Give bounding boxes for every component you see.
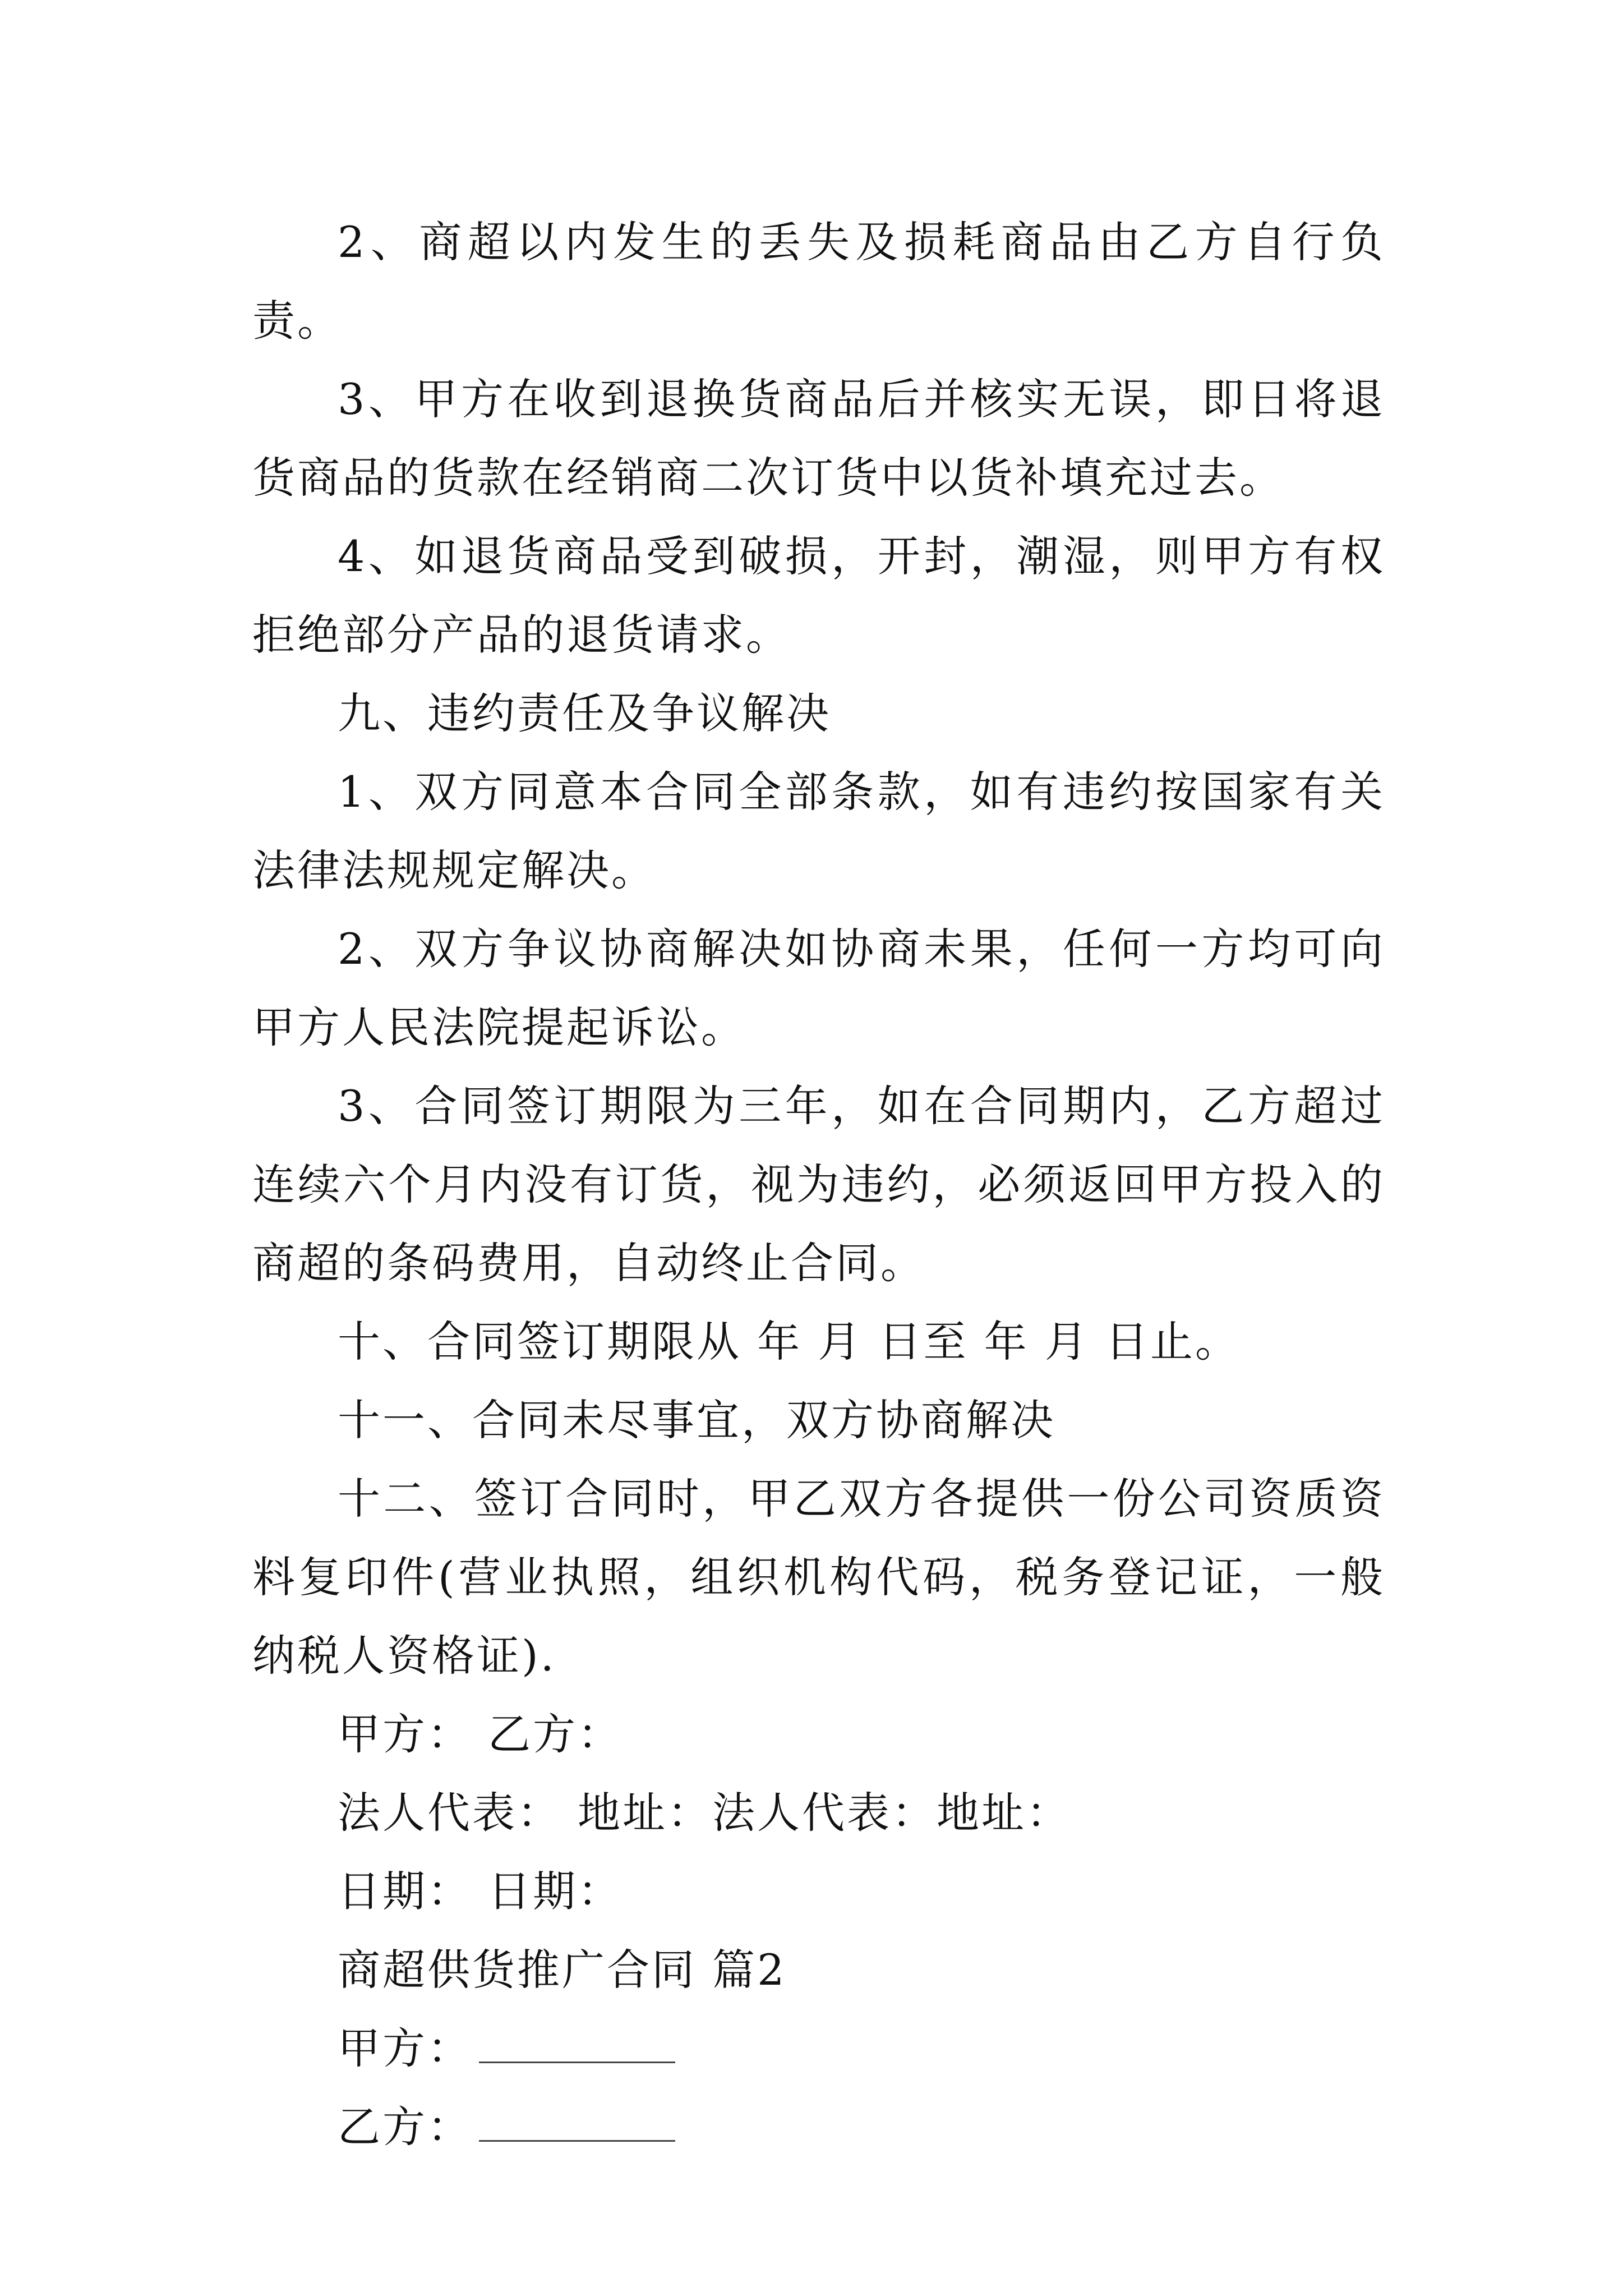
date-label-b: 日期：	[488, 1866, 623, 1916]
party-a-label: 甲方：	[338, 1709, 472, 1759]
clause-return-rejection: 4、如退货商品受到破损，开封，潮湿，则甲方有权拒绝部分产品的退货请求。	[252, 531, 1385, 660]
legal-rep-label-b: 法人代表：	[712, 1788, 937, 1838]
clause-return-refund: 3、甲方在收到退换货商品后并核实无误，即日将退货商品的货款在经销商二次订货中以货补填充过去。	[252, 374, 1385, 503]
next-party-a-label: 甲方：	[338, 2023, 472, 2073]
next-party-a-row	[252, 2009, 1385, 2088]
contract-text	[252, 203, 1385, 2166]
address-label-b: 地址：	[937, 1788, 1071, 1838]
next-party-b-label: 乙方：	[338, 2102, 472, 2152]
party-b-label: 乙方：	[488, 1709, 623, 1759]
next-party-b-row	[252, 2088, 1385, 2166]
clause-dispute-resolution: 2、双方争议协商解决如协商未果，任何一方均可向甲方人民法院提起诉讼。	[252, 924, 1385, 1052]
clause-agreement-terms: 1、双方同意本合同全部条款，如有违约按国家有关法律法规规定解决。	[252, 767, 1385, 895]
date-label-a: 日期：	[338, 1866, 472, 1916]
party-b-blank-line	[479, 2106, 675, 2142]
signature-parties-row	[252, 1695, 1385, 1774]
clause-contract-period: 十、合同签订期限从 年 月 日至 年 月 日止。	[338, 1317, 1240, 1366]
clause-unresolved-matters: 十一、合同未尽事宜，双方协商解决	[338, 1395, 1055, 1445]
legal-rep-label-a: 法人代表：	[338, 1788, 562, 1838]
section-heading-breach: 九、违约责任及争议解决	[338, 688, 831, 738]
signature-representatives-row	[252, 1774, 1385, 1852]
clause-qualification-documents: 十二、签订合同时，甲乙双方各提供一份公司资质资料复印件(营业执照，组织机构代码，税务登记证，一般纳税人资格证).	[252, 1474, 1385, 1681]
clause-contract-term: 3、合同签订期限为三年，如在合同期内，乙方超过连续六个月内没有订货，视为违约，必须返回甲方投入的商超的条码费用，自动终止合同。	[252, 1081, 1385, 1288]
clause-loss-responsibility: 2、商超以内发生的丢失及损耗商品由乙方自行负责。	[252, 217, 1385, 346]
party-a-blank-line	[479, 2028, 675, 2063]
address-label-a: 地址：	[578, 1788, 712, 1838]
next-section-title: 商超供货推广合同 篇2	[338, 1945, 787, 1995]
signature-dates-row	[252, 1852, 1385, 1931]
